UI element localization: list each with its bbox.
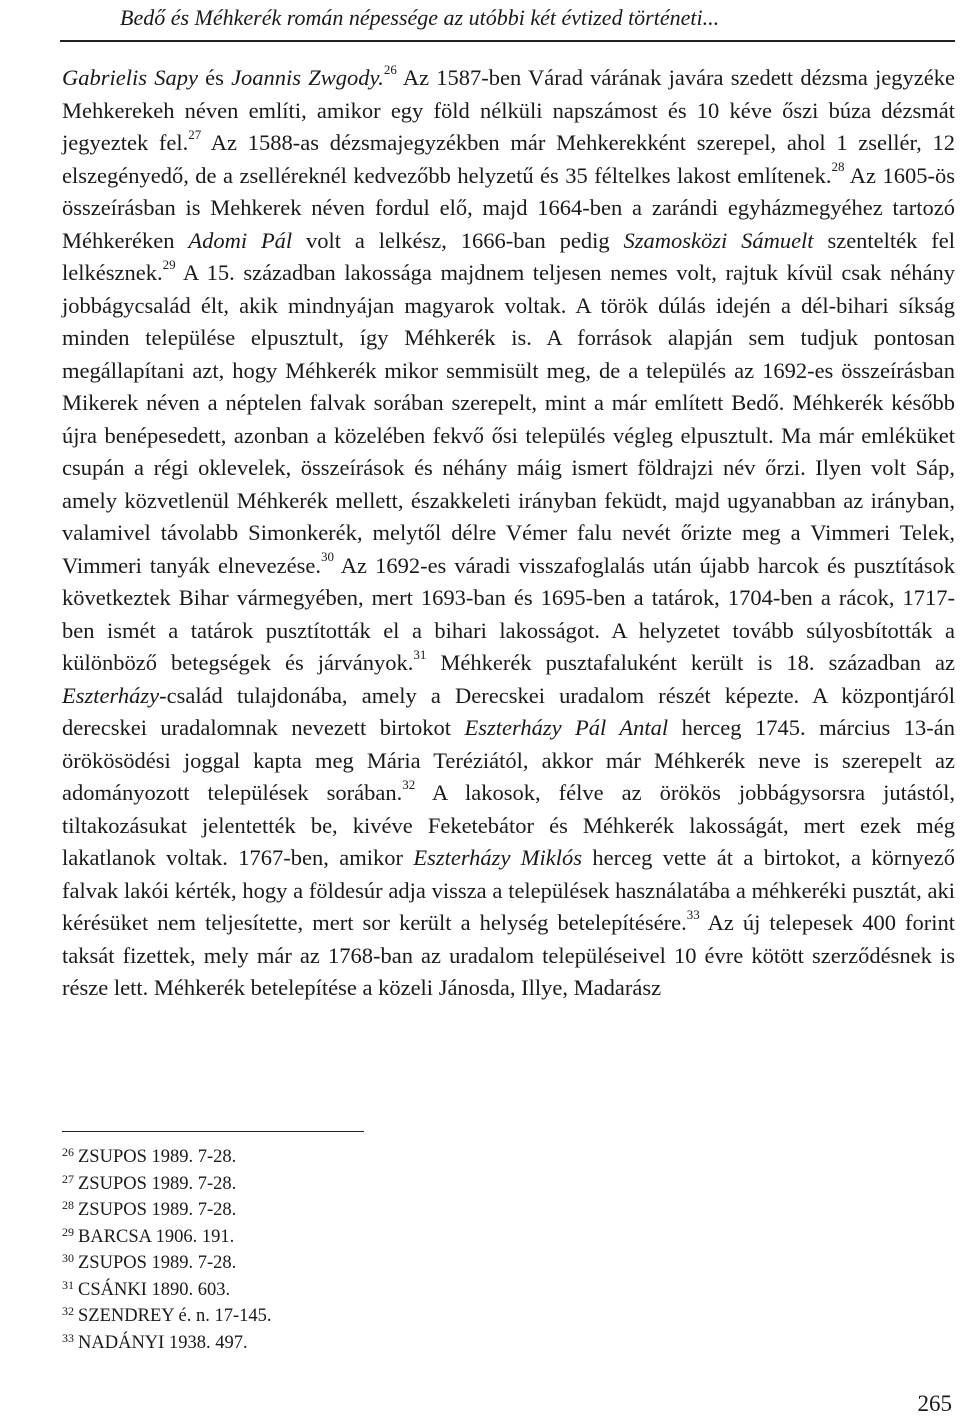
footnote-text: ZSUPOS 1989. 7-28. xyxy=(78,1173,237,1194)
text-italic: Gabrielis Sapy xyxy=(62,65,198,90)
text-run: Az 1587-ben Várad várának javára szedett dézsma jegyzéke Mehkerekeh néven említi, amikor egy föld nélküli napszámost és 10 kéve őszi búza dézsmát jegyeztek fel. xyxy=(62,65,955,155)
footnote-number: 29 xyxy=(62,1224,74,1239)
text-italic: Eszterházy Miklós xyxy=(413,845,583,870)
text-run: Méhkerék pusztafaluként került is 18. században az xyxy=(426,650,956,675)
text-run: A lakosok, félve az örökös jobbágysorsra jutástól, tiltakozásukat jelentették be, kivéve Feketebátor és Méhkerék lakosságát, mert ezek még lakatlanok voltak. 1767-ben, amikor xyxy=(62,780,955,870)
text-run: és xyxy=(197,65,232,90)
footnote-ref[interactable]: 27 xyxy=(188,126,202,142)
footnote-text: ZSUPOS 1989. 7-28. xyxy=(78,1147,237,1167)
footnote-text: ZSUPOS 1989. 7-28. xyxy=(78,1253,237,1273)
footnote-ref[interactable]: 31 xyxy=(413,646,427,662)
text-run: szentelték fel lelkésznek. xyxy=(62,227,956,285)
footnote-text: ZSUPOS 1989. 7-28. xyxy=(78,1200,237,1220)
footnote-ref[interactable]: 29 xyxy=(162,256,176,272)
footnote-text: BARCSA 1906. 191. xyxy=(78,1226,235,1247)
footnotes xyxy=(62,1145,562,1357)
text-italic: Eszterházy Pál Antal xyxy=(464,715,669,740)
footnote-ref[interactable]: 26 xyxy=(383,61,397,77)
header-rule xyxy=(60,40,955,42)
footnote xyxy=(62,1278,562,1305)
footnote-ref[interactable]: 30 xyxy=(321,549,334,564)
footnote xyxy=(62,1251,562,1278)
text-run: volt a lelkész, 1666-ban pedig xyxy=(292,227,624,253)
main-text xyxy=(62,62,955,1005)
text-run: -család tulajdonába, amely a Derecskei uradalom részét képezte. A központjáról derecskei uradalomnak nevezett birtokot xyxy=(62,682,955,740)
footnote xyxy=(62,1172,562,1199)
footnote xyxy=(62,1145,562,1172)
footnote xyxy=(62,1331,562,1358)
text-run: Az 1588-as dézsmajegyzékben már Mehkerekként szerepel, ahol 1 zsellér, 12 elszegényedő, de a zselléreknél kedvezőbb helyzetű és 35 féltelkes lakost említenek. xyxy=(62,130,955,188)
text-italic: Joannis Zwgody. xyxy=(231,65,384,90)
text-run: Az 1692-es váradi visszafoglalás után újabb harcok és pusztítások következtek Bihar vármegyében, mert 1693-ban és 1695-ben a tatárok, 1704-ben a rácok, 1717-ben ismét a tatárok pusztították el a bihari lakosságot. A helyzetet tovább súlyosbították a különböző betegségek és járványok. xyxy=(62,552,955,675)
footnote xyxy=(62,1225,562,1252)
footnote-text: SZENDREY é. n. 17-145. xyxy=(78,1306,272,1326)
footnote xyxy=(62,1304,562,1331)
footnote-number: 32 xyxy=(62,1304,74,1318)
running-head: Bedő és Méhkerék román népessége az utóbbi két évtized történeti... xyxy=(120,5,720,30)
text-italic: Adomi Pál xyxy=(188,227,293,253)
footnote-number: 28 xyxy=(62,1198,74,1212)
page-number: 265 xyxy=(917,1391,952,1416)
footnote-ref[interactable]: 28 xyxy=(831,159,845,174)
footnote-number: 31 xyxy=(62,1277,74,1292)
text-run: herceg 1745. március 13-án örökösödési joggal kapta meg Mária Teréziától, akkor már Méhkerék neve is szerepelt az adományozott települések sorában. xyxy=(62,715,955,805)
footnote-text: CSÁNKI 1890. 603. xyxy=(78,1279,231,1300)
footnote-number: 27 xyxy=(62,1171,74,1186)
footnote-rule xyxy=(62,1131,364,1132)
text-run: A 15. században lakossága majdnem teljesen nemes volt, rajtuk kívül csak néhány jobbágycsalád élt, akik mindnyájan magyarok voltak. A török dúlás idején a dél-bihari síkság minden települése elpusztult, így Méhkerék is. A források alapján sem tudjuk pontosan megállapítani azt, hogy Méhkerék mikor semmisült meg, de a település az 1692-es összeírásban Mikerek néven a néptelen falvak sorában szerepelt, mint a már említett Bedő. Méhkerék később újra benépesedett, azonban a közelében fekvő ősi település végleg elpusztult. Ma már emléküket csupán a régi oklevelek, összeírások és néhány máig ismert földrajzi név őrzi. Ilyen volt Sáp, amely közvetlenül Méhkerék mellett, északkeleti irányban feküdt, majd ugyanabban az irányban, valamivel távolabb Simonkerék, melytől délre Vémer falu nevét őrizte meg a Vimmeri Telek, Vimmeri tanyák elnevezése. xyxy=(62,260,955,578)
footnote-number: 33 xyxy=(62,1330,74,1345)
footnote-number: 30 xyxy=(62,1251,74,1265)
footnote-ref[interactable]: 33 xyxy=(686,906,700,922)
text-italic: Szamosközi Sámuelt xyxy=(623,227,814,253)
text-run: Az új telepesek 400 forint taksát fizettek, mely már az 1768-ban az uradalom településeivel 10 évre kötött szerződésnek is része lett. Méhkerék betelepítése a közeli Jánosda, Illye, Madarász xyxy=(62,910,955,1000)
text-italic: Eszterházy xyxy=(62,682,160,708)
footnote-ref[interactable]: 32 xyxy=(402,776,416,792)
text-run: Az 1605-ös összeírásban is Mehkerek néven fordul elő, majd 1664-ben a zarándi egyházmegyéhez tartozó Méhkeréken xyxy=(62,162,955,253)
footnote xyxy=(62,1198,562,1225)
footnote-number: 26 xyxy=(62,1145,74,1159)
text-run: herceg vette át a birtokot, a környező falvak lakói kérték, hogy a földesúr adja vissza a települések használatába a méhkeréki pusztát, aki kérésüket nem teljesítette, mert sor került a helység betelepítésére. xyxy=(62,845,955,935)
paragraph xyxy=(62,62,955,1005)
footnote-text: NADÁNYI 1938. 497. xyxy=(78,1332,248,1353)
